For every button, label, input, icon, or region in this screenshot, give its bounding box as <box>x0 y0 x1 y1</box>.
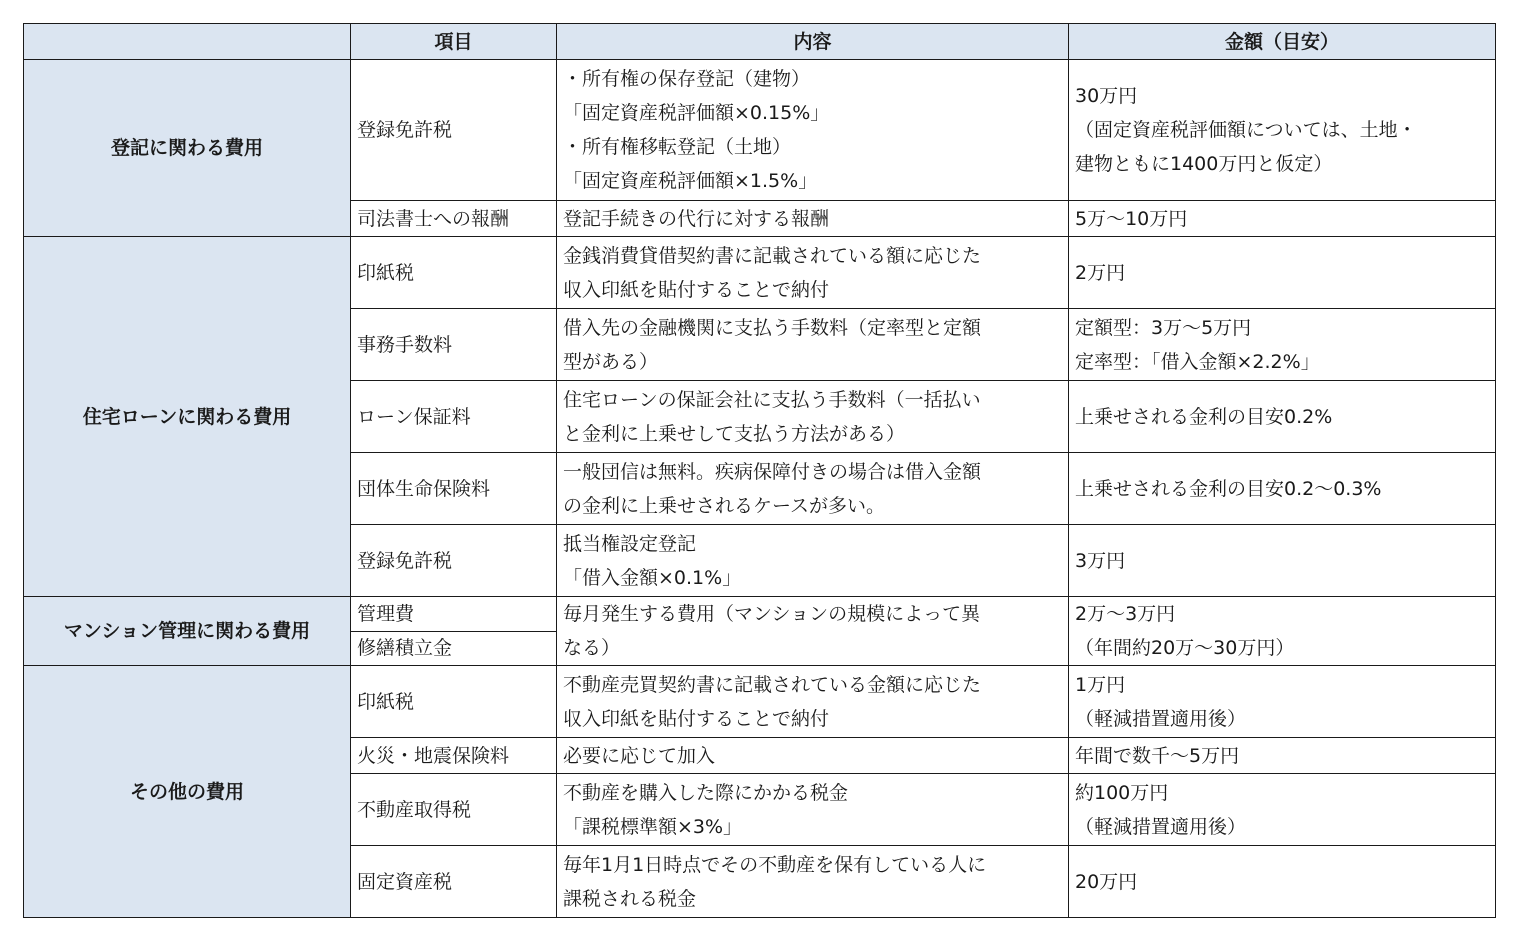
table-row <box>24 597 1496 632</box>
header-amount: 金額（目安） <box>1069 24 1496 60</box>
content-line: 不動産売買契約書に記載されている金額に応じた <box>563 673 982 696</box>
amount-line: （年間約20万〜30万円） <box>1075 637 1295 659</box>
cost-table <box>23 23 1496 918</box>
content-line: 住宅ローンの保証会社に支払う手数料（一括払い <box>563 388 981 411</box>
amount-line: 1万円 <box>1075 673 1126 696</box>
item-cell: 司法書士への報酬 <box>351 201 557 237</box>
content-line: と金利に上乗せして支払う方法がある） <box>563 422 906 445</box>
content-cell <box>557 666 1069 738</box>
content-line: 金銭消費貸借契約書に記載されている額に応じた <box>563 244 982 267</box>
item-cell: ローン保証料 <box>351 381 557 453</box>
amount-line: 上乗せされる金利の目安0.2% <box>1075 405 1333 428</box>
content-line: なる） <box>563 637 621 659</box>
content-line: 収入印紙を貼付することで納付 <box>563 707 830 730</box>
item-cell: 事務手数料 <box>351 309 557 381</box>
content-line: 一般団信は無料。疾病保障付きの場合は借入金額 <box>563 460 982 483</box>
amount-cell <box>1069 774 1496 846</box>
category-cell: その他の費用 <box>24 666 351 918</box>
item-cell: 印紙税 <box>351 237 557 309</box>
item-cell: 管理費 <box>351 597 557 632</box>
item-cell: 印紙税 <box>351 666 557 738</box>
content-line: 収入印紙を貼付することで納付 <box>563 278 830 301</box>
content-line: ・所有権移転登記（土地） <box>563 136 792 158</box>
content-cell <box>557 738 1069 774</box>
category-cell: マンション管理に関わる費用 <box>24 597 351 666</box>
content-line: 「課税標準額×3%」 <box>563 815 743 838</box>
amount-line: 定額型：3万〜5万円 <box>1075 316 1252 339</box>
content-line: 毎月発生する費用（マンションの規模によって異 <box>563 603 981 625</box>
content-line: 不動産を購入した際にかかる税金 <box>563 781 849 804</box>
item-cell: 登録免許税 <box>351 60 557 201</box>
amount-line: 建物ともに1400万円と仮定） <box>1075 153 1333 175</box>
content-line: 「固定資産税評価額×0.15%」 <box>563 102 830 124</box>
amount-cell <box>1069 60 1496 201</box>
amount-line: 20万円 <box>1075 870 1138 893</box>
category-cell: 住宅ローンに関わる費用 <box>24 237 351 597</box>
amount-line: 上乗せされる金利の目安0.2〜0.3% <box>1075 477 1382 500</box>
amount-cell <box>1069 201 1496 237</box>
content-line: の金利に上乗せされるケースが多い。 <box>563 494 886 517</box>
content-cell <box>557 453 1069 525</box>
item-cell: 火災・地震保険料 <box>351 738 557 774</box>
amount-cell <box>1069 381 1496 453</box>
content-line: 抵当権設定登記 <box>563 532 697 555</box>
item-cell: 登録免許税 <box>351 525 557 597</box>
cost-table-container <box>23 23 1496 918</box>
table-row <box>24 237 1496 309</box>
amount-cell <box>1069 237 1496 309</box>
content-line: 「固定資産税評価額×1.5%」 <box>563 170 818 192</box>
content-cell <box>557 60 1069 201</box>
amount-cell <box>1069 453 1496 525</box>
amount-line: （軽減措置適用後） <box>1075 815 1247 838</box>
item-cell: 修繕積立金 <box>351 631 557 666</box>
amount-cell <box>1069 525 1496 597</box>
amount-line: 年間で数千〜5万円 <box>1075 744 1240 767</box>
content-line: 型がある） <box>563 350 659 373</box>
amount-line: （軽減措置適用後） <box>1075 707 1247 730</box>
header-content: 内容 <box>557 24 1069 60</box>
amount-line: 2万円 <box>1075 261 1126 284</box>
amount-line: 定率型：「借入金額×2.2%」 <box>1075 350 1320 373</box>
table-row <box>24 60 1496 201</box>
amount-cell <box>1069 597 1496 666</box>
amount-line: 2万〜3万円 <box>1075 603 1176 625</box>
content-line: 課税される税金 <box>563 887 697 910</box>
content-cell <box>557 381 1069 453</box>
amount-line: 5万〜10万円 <box>1075 207 1188 230</box>
amount-cell <box>1069 666 1496 738</box>
content-cell <box>557 597 1069 666</box>
item-cell: 不動産取得税 <box>351 774 557 846</box>
content-line: 必要に応じて加入 <box>563 744 716 767</box>
amount-line: 30万円 <box>1075 85 1138 107</box>
content-cell <box>557 525 1069 597</box>
item-cell: 団体生命保険料 <box>351 453 557 525</box>
table-row <box>24 666 1496 738</box>
content-line: 登記手続きの代行に対する報酬 <box>563 207 830 230</box>
content-cell <box>557 774 1069 846</box>
content-line: ・所有権の保存登記（建物） <box>563 68 811 90</box>
amount-line: 約100万円 <box>1075 781 1169 804</box>
content-cell <box>557 309 1069 381</box>
content-line: 「借入金額×0.1%」 <box>563 566 742 589</box>
content-line: 借入先の金融機関に支払う手数料（定率型と定額 <box>563 316 982 339</box>
content-line: 毎年1月1日時点でその不動産を保有している人に <box>563 853 987 876</box>
content-cell <box>557 237 1069 309</box>
content-cell <box>557 201 1069 237</box>
amount-cell <box>1069 738 1496 774</box>
amount-line: （固定資産税評価額については、土地・ <box>1075 119 1417 141</box>
amount-cell <box>1069 846 1496 918</box>
content-cell <box>557 846 1069 918</box>
amount-line: 3万円 <box>1075 549 1126 572</box>
category-cell: 登記に関わる費用 <box>24 60 351 237</box>
amount-cell <box>1069 309 1496 381</box>
header-item: 項目 <box>351 24 557 60</box>
table-header-row <box>24 24 1496 60</box>
header-category <box>24 24 351 60</box>
item-cell: 固定資産税 <box>351 846 557 918</box>
